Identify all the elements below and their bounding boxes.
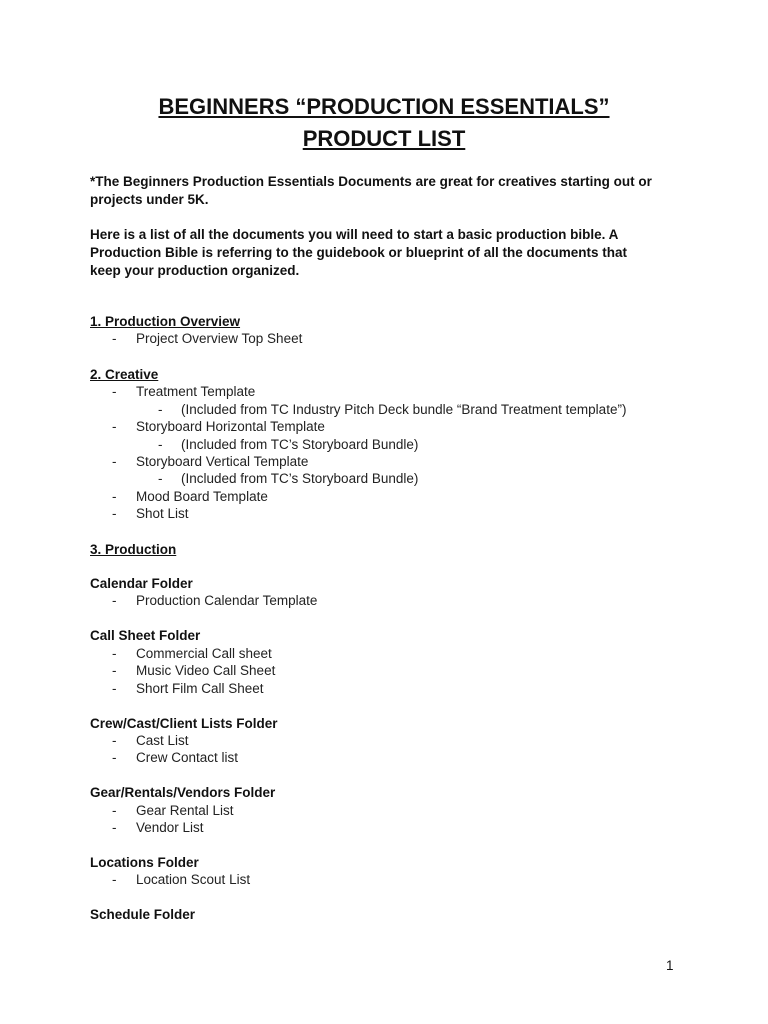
list-item: Vendor List (136, 820, 204, 835)
folder-heading-schedule: Schedule Folder (90, 907, 196, 922)
list-item: Short Film Call Sheet (136, 681, 264, 696)
list-dash: - (158, 402, 163, 417)
section-heading-overview: 1. Production Overview (90, 314, 241, 329)
intro-paragraph-1-line-2: projects under 5K. (90, 192, 209, 207)
list-item: Gear Rental List (136, 803, 234, 818)
list-dash: - (112, 384, 117, 399)
list-dash: - (112, 872, 117, 887)
list-dash: - (112, 733, 117, 748)
intro-paragraph-1-line-1: *The Beginners Production Essentials Documents are great for creatives starting out or (90, 174, 652, 189)
folder-heading-call-sheet: Call Sheet Folder (90, 628, 201, 643)
list-item: Mood Board Template (136, 489, 268, 504)
folder-heading-gear-rentals-vendors: Gear/Rentals/Vendors Folder (90, 785, 276, 800)
folder-heading-locations: Locations Folder (90, 855, 199, 870)
list-dash: - (112, 331, 117, 346)
page-number: 1 (666, 958, 674, 973)
list-dash: - (112, 419, 117, 434)
list-dash: - (112, 681, 117, 696)
list-dash: - (112, 593, 117, 608)
list-item: Location Scout List (136, 872, 251, 887)
list-dash: - (112, 506, 117, 521)
list-dash: - (112, 489, 117, 504)
list-item: Crew Contact list (136, 750, 239, 765)
document-title-line-1: BEGINNERS “PRODUCTION ESSENTIALS” (158, 94, 610, 119)
section-heading-creative: 2. Creative (90, 367, 159, 382)
list-subitem: (Included from TC Industry Pitch Deck bundle “Brand Treatment template”) (181, 402, 627, 417)
list-item: Project Overview Top Sheet (136, 331, 303, 346)
list-item: Commercial Call sheet (136, 646, 272, 661)
list-item: Production Calendar Template (136, 593, 318, 608)
list-dash: - (112, 750, 117, 765)
list-dash: - (112, 454, 117, 469)
list-subitem: (Included from TC’s Storyboard Bundle) (181, 471, 419, 486)
list-dash: - (158, 471, 163, 486)
list-dash: - (158, 437, 163, 452)
list-item: Shot List (136, 506, 189, 521)
list-dash: - (112, 663, 117, 678)
list-dash: - (112, 803, 117, 818)
intro-paragraph-2-line-2: Production Bible is referring to the guidebook or blueprint of all the documents that (90, 245, 628, 260)
folder-heading-calendar: Calendar Folder (90, 576, 193, 591)
list-dash: - (112, 820, 117, 835)
intro-paragraph-2-line-3: keep your production organized. (90, 263, 300, 278)
list-dash: - (112, 646, 117, 661)
list-item: Treatment Template (136, 384, 256, 399)
section-heading-production: 3. Production (90, 542, 177, 557)
list-item: Storyboard Horizontal Template (136, 419, 325, 434)
list-item: Music Video Call Sheet (136, 663, 276, 678)
list-item: Cast List (136, 733, 189, 748)
document-title-line-2: PRODUCT LIST (302, 126, 466, 151)
list-item: Storyboard Vertical Template (136, 454, 309, 469)
folder-heading-crew-cast-client: Crew/Cast/Client Lists Folder (90, 716, 278, 731)
intro-paragraph-2-line-1: Here is a list of all the documents you will need to start a basic production bible. A (90, 227, 619, 242)
list-subitem: (Included from TC’s Storyboard Bundle) (181, 437, 419, 452)
